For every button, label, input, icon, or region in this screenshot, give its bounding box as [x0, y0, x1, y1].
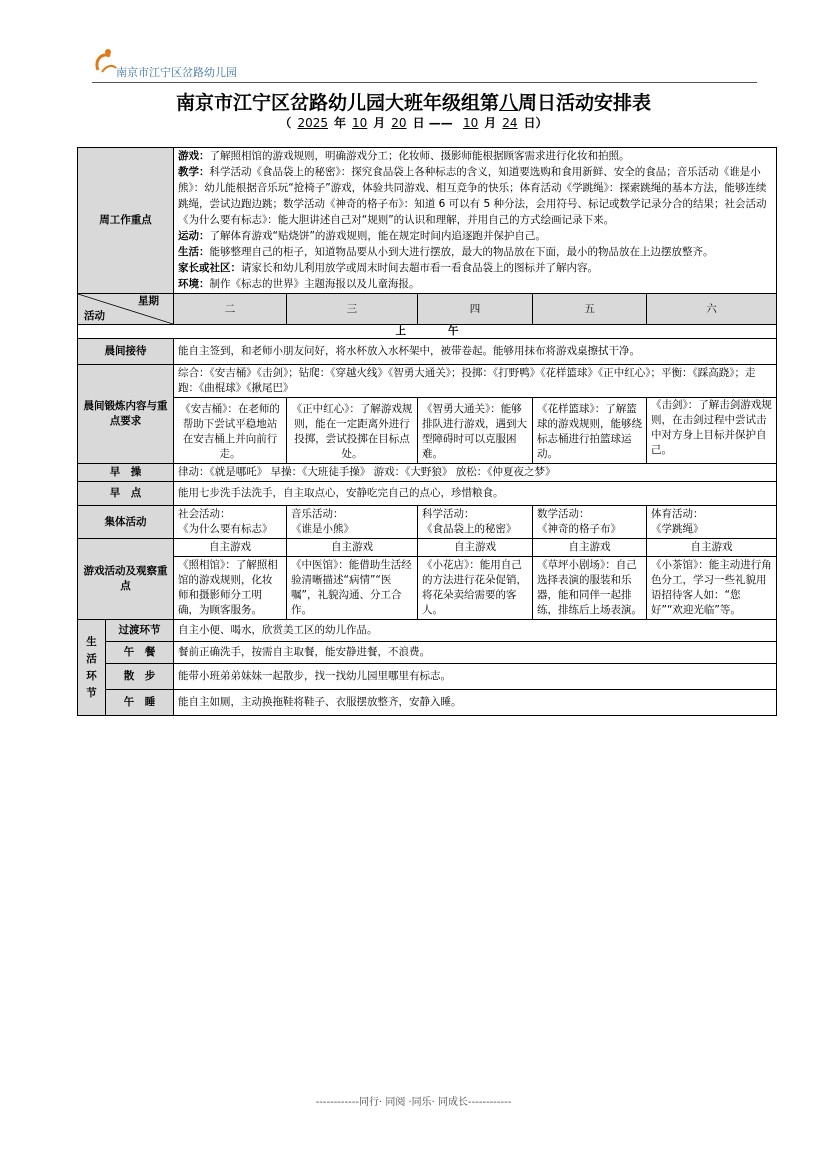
weekday-header-row	[78, 294, 777, 325]
weekday-tue: 二	[174, 294, 287, 325]
daily-label-transition: 过渡环节	[106, 620, 174, 642]
group-activity-thu: 科学活动： 《食品袋上的秘密》	[418, 506, 533, 539]
group-activity-wed: 音乐活动： 《谁是小熊》	[287, 506, 418, 539]
play-content-row	[78, 557, 777, 620]
exercise-fri: 《花样篮球》：了解篮球的游戏规则，能够绕标志桶进行拍篮球运动。	[533, 398, 647, 464]
reception-content: 能自主签到，和老师小朋友问好，将水杯放入水杯架中，被带卷起。能够用抹布将游戏桌擦拭干净。	[174, 339, 777, 365]
daily-row-walk	[78, 664, 777, 690]
play-title-wed: 自主游戏	[287, 539, 418, 557]
play-sat: 《小茶馆》：能主动进行角色分工，学习一些礼貌用语招待客人如：“您好”“欢迎光临”等。	[647, 557, 777, 620]
weekly-focus-row	[78, 148, 777, 294]
morning-exercise-content: 律动：《就是哪吒》 早操：《大班徒手操》 游戏：《大野狼》 放松：《仲夏夜之梦》	[174, 464, 777, 482]
exercise-label: 晨间锻炼内容与重点要求	[78, 365, 174, 464]
exercise-summary: 综合：《安吉桶》《击剑》；钻爬：《穿越火线》《智勇大通关》；投掷：《打野鸭》《花样篮球》《正中红心》；平衡：《踩高跷》；走跑：《曲棍球》《揪尾巴》	[174, 365, 777, 398]
schedule-table	[77, 147, 777, 716]
week-number: 八	[498, 92, 518, 114]
weekly-focus-label: 周工作重点	[78, 148, 174, 294]
weekly-focus-content: 游戏：了解照相馆的游戏规则，明确游戏分工；化妆师、摄影师能根据顾客需求进行化妆和拍照。 教学：科学活动《食品袋上的秘密》：探究食品袋上各种标志的含义，知道要选购和食用新鲜、安全的食品；音乐活动《谁是小熊》：幼儿能根据音乐玩“抢椅子”游戏，体验共同游戏、相互竞争的快乐；体育活动《学跳绳》：探索跳绳的基本方法，能够连续跳绳，尝试边跑边跳；数学活动《神奇的格子布》：知道 6 可以有 5 种分法，会用符号、标记或数学记录分合的结果；社会活动《为什么要有标志》：能大胆讲述自己对“规则”的认识和理解，并用自己的方式绘画记录下来。 运动：了解体育游戏“贴烧饼”的游戏规则，能在规定时间内追逐跑并保护自己。 生活：能够整理自己的柜子，知道物品要从小到大进行摆放，最大的物品放在下面，最小的物品放在上边摆放整齐。 家长或社区：请家长和幼儿利用放学或周末时间去超市看一看食品袋上的图标并了解内容。 环境：制作《标志的世界》主题海报以及儿童海报。	[174, 148, 777, 294]
group-activity-tue: 社会活动： 《为什么要有标志》	[174, 506, 287, 539]
play-thu: 《小花店》：能用自己的方法进行花朵促销，将花朵卖给需要的客人。	[418, 557, 533, 620]
daily-life-label: 生活环节	[78, 620, 106, 716]
weekday-sat: 六	[647, 294, 777, 325]
header-school-name: 南京市江宁区岔路幼儿园	[116, 66, 237, 79]
exercise-summary-row	[78, 365, 777, 398]
play-fri: 《草坪小剧场》：自己选择表演的服装和乐器，能和同伴一起排练，排练后上场表演。	[533, 557, 647, 620]
daily-text-lunch: 餐前正确洗手，按需自主取餐，能安静进餐，不浪费。	[174, 642, 777, 664]
morning-exercise-label: 早 操	[78, 464, 174, 482]
daily-label-lunch: 午 餐	[106, 642, 174, 664]
snack-label: 早 点	[78, 482, 174, 506]
weekday-corner-cell: 星期 活动	[78, 294, 174, 325]
play-title-fri: 自主游戏	[533, 539, 647, 557]
weekday-fri: 五	[533, 294, 647, 325]
daily-text-nap: 能自主如厕，主动换拖鞋将鞋子、衣服摆放整齐，安静入睡。	[174, 690, 777, 716]
group-activity-row	[78, 506, 777, 539]
group-activity-sat: 体育活动： 《学跳绳》	[647, 506, 777, 539]
morning-label: 上 午	[78, 325, 777, 339]
daily-label-walk: 散 步	[106, 664, 174, 690]
play-tue: 《照相馆》：了解照相馆的游戏规则，化妆师和摄影师分工明确，为顾客服务。	[174, 557, 287, 620]
group-activity-fri: 数学活动： 《神奇的格子布》	[533, 506, 647, 539]
reception-row	[78, 339, 777, 365]
play-title-tue: 自主游戏	[174, 539, 287, 557]
play-title-sat: 自主游戏	[647, 539, 777, 557]
play-wed: 《中医馆》：能借助生活经验清晰描述“病情”“医嘱”，礼貌沟通、分工合作。	[287, 557, 418, 620]
morning-row	[78, 325, 777, 339]
snack-content: 能用七步洗手法洗手，自主取点心，安静吃完自己的点心，珍惜粮食。	[174, 482, 777, 506]
exercise-tue: 《安吉桶》：在老师的帮助下尝试平稳地站在安吉桶上并向前行走。	[174, 398, 287, 464]
play-label: 游戏活动及观察重点	[78, 539, 174, 620]
play-title-row	[78, 539, 777, 557]
exercise-days-row	[78, 398, 777, 464]
page-footer: ------------同行· 同阅 ·同乐· 同成长------------	[315, 1097, 512, 1108]
morning-exercise-row	[78, 464, 777, 482]
date-range: （ 2025 年 10 月 20 日 —— 10 月 24 日）	[279, 116, 548, 130]
weekday-wed: 三	[287, 294, 418, 325]
daily-text-walk: 能带小班弟弟妹妹一起散步，找一找幼儿园里哪里有标志。	[174, 664, 777, 690]
exercise-sat: 《击剑》：了解击剑游戏规则，在击剑过程中尝试击中对方身上目标并保护自己。	[647, 398, 777, 464]
snack-row	[78, 482, 777, 506]
weekday-thu: 四	[418, 294, 533, 325]
group-activity-label: 集体活动	[78, 506, 174, 539]
daily-row-nap	[78, 690, 777, 716]
daily-row-lunch	[78, 642, 777, 664]
page-title: 南京市江宁区岔路幼儿园大班年级组第八周日活动安排表	[175, 92, 652, 114]
header-divider	[92, 82, 757, 83]
exercise-wed: 《正中红心》：了解游戏规则，能在一定距离外进行投掷，尝试投掷在目标点处。	[287, 398, 418, 464]
daily-text-transition: 自主小便、喝水，欣赏美工区的幼儿作品。	[174, 620, 777, 642]
play-title-thu: 自主游戏	[418, 539, 533, 557]
daily-row-transition	[78, 620, 777, 642]
exercise-thu: 《智勇大通关》：能够排队进行游戏，遇到大型障碍时可以克服困难。	[418, 398, 533, 464]
reception-label: 晨间接待	[78, 339, 174, 365]
daily-label-nap: 午 睡	[106, 690, 174, 716]
